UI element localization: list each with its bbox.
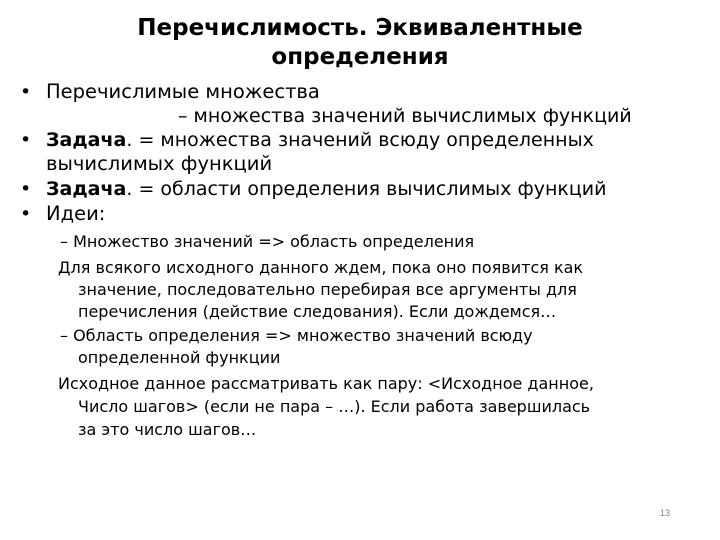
- idea-1-line1: – Множество значений => область определения: [60, 232, 475, 251]
- idea-2-line2: значение, последовательно перебирая все аргументы для: [78, 280, 577, 299]
- slide-title: [80, 14, 640, 72]
- bullet-2-line1: [46, 128, 594, 152]
- page-number: 13: [660, 508, 671, 518]
- bullet-1-line2: – множества значений вычислимых функций: [178, 105, 632, 127]
- idea-2-line3: перечисления (действие следования). Если дождемся…: [78, 302, 557, 321]
- bullet-2-line2: вычислимых функций: [46, 152, 273, 175]
- idea-2-line1: Для всякого исходного данного ждем, пока оно появится как: [58, 258, 584, 277]
- bullet-2-bold: Задача: [46, 129, 127, 151]
- idea-4-line1: Исходное данное рассматривать как пару: <Исходное данное,: [58, 374, 594, 393]
- bullet-2-rest: . = множества значений всюду определенных: [126, 129, 594, 151]
- bullet-3-rest: . = области определения вычислимых функций: [126, 178, 607, 200]
- idea-4-line3: за это число шагов…: [78, 420, 257, 439]
- bullet-3-line1: [46, 177, 606, 201]
- idea-3-line2: определенной функции: [78, 348, 281, 367]
- slide-title-line2: определения: [271, 44, 449, 70]
- bullet-marker: •: [20, 178, 32, 200]
- bullet-marker: •: [20, 203, 32, 225]
- bullet-4-line1: Идеи:: [46, 202, 106, 225]
- slide-title-line1: Перечислимость. Эквивалентные: [137, 15, 583, 41]
- bullet-marker: •: [20, 129, 32, 151]
- idea-3-line1: – Область определения => множество значений всюду: [60, 326, 533, 345]
- idea-4-line2: Число шагов> (если не пара – …). Если работа завершилась: [78, 397, 591, 416]
- bullet-marker: •: [20, 81, 32, 103]
- bullet-3-bold: Задача: [46, 178, 127, 200]
- bullet-1-line1: Перечислимые множества: [46, 80, 320, 103]
